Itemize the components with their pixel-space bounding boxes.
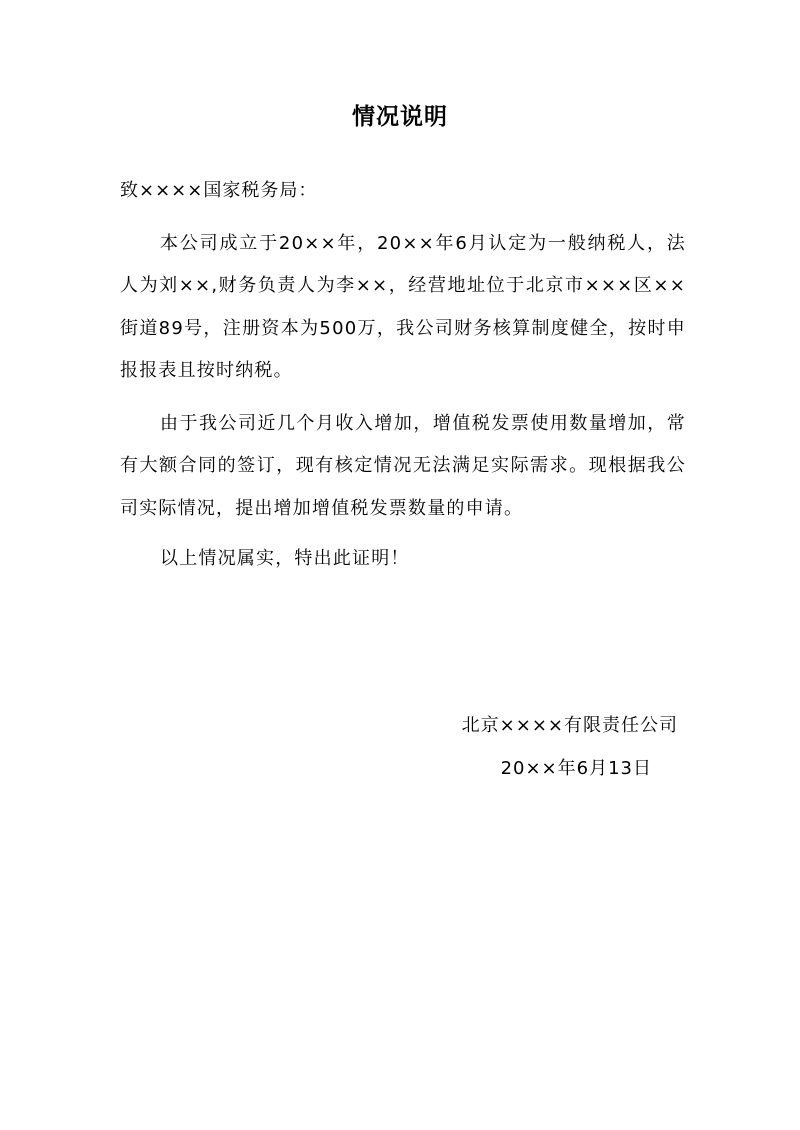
paragraph-company-info: 本公司成立于20××年，20××年6月认定为一般纳税人，法人为刘××,财务负责人为李××，经营地址位于北京市×××区××街道89号，注册资本为500万，我公司财务核算制度健全，按时申报报表且按时纳税。 [120,233,686,381]
company-signature: 北京××××有限责任公司 [461,715,678,736]
document-title: 情况说明 [352,104,448,130]
paragraph-application-reason: 由于我公司近几个月收入增加，增值税发票使用数量增加，常有大额合同的签订，现有核定情况无法满足实际需求。现根据我公司实际情况，提出增加增值税发票数量的申请。 [120,413,686,519]
document-date: 20××年6月13日 [500,758,652,779]
paragraph-certification: 以上情况属实，特出此证明！ [160,548,410,569]
salutation: 致××××国家税务局： [120,180,318,201]
